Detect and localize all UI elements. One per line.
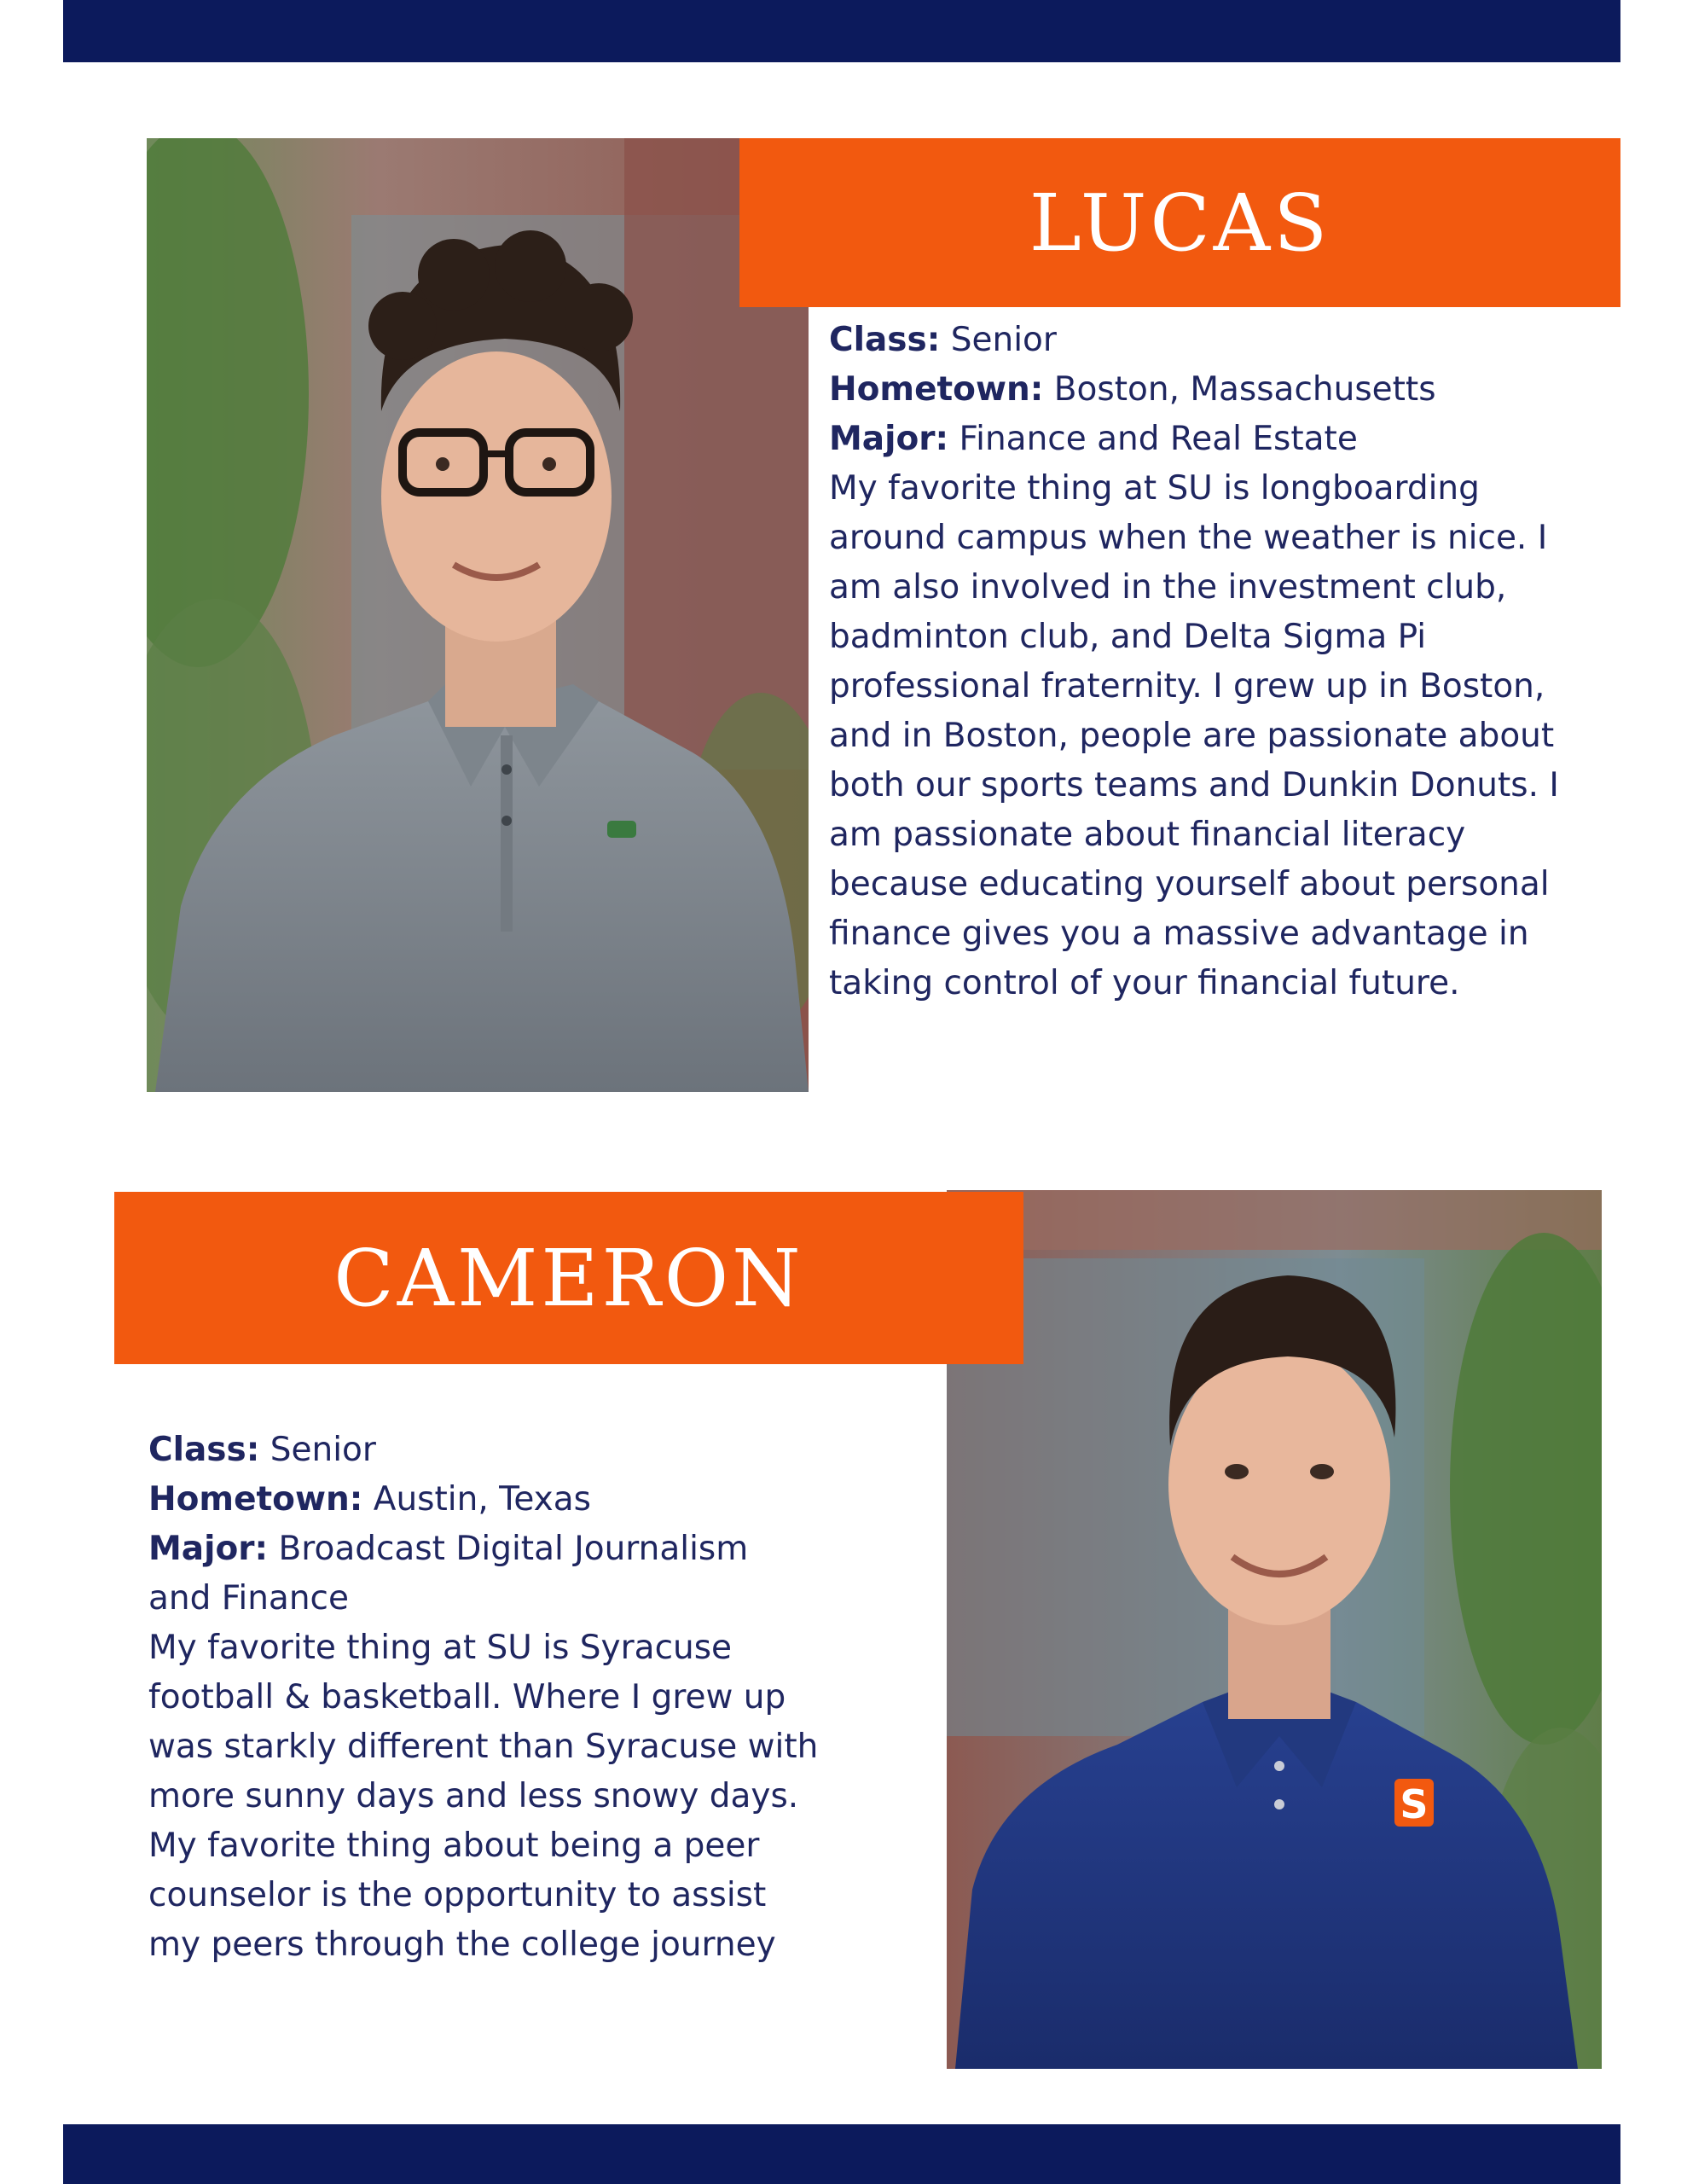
cameron-bio-line: my peers through the college journey bbox=[148, 1926, 776, 1964]
lucas-hometown-row bbox=[829, 365, 1614, 415]
cameron-class-row bbox=[148, 1426, 933, 1475]
lucas-bio-line: finance gives you a massive advantage in bbox=[829, 915, 1529, 953]
lucas-bio-line: am also involved in the investment club, bbox=[829, 568, 1507, 607]
lucas-bio-line: badminton club, and Delta Sigma Pi bbox=[829, 618, 1427, 656]
lucas-hometown-label: Hometown: bbox=[829, 370, 1044, 409]
cameron-class-label: Class: bbox=[148, 1431, 260, 1469]
cameron-bio-line: My favorite thing at SU is Syracuse bbox=[148, 1629, 733, 1667]
lucas-bio-line: taking control of your financial future. bbox=[829, 964, 1460, 1002]
lucas-bio-paragraph bbox=[829, 464, 1614, 1008]
syracuse-s-logo: S bbox=[1400, 1781, 1429, 1827]
cameron-bio bbox=[148, 1426, 933, 1970]
cameron-bio-line: was starkly different than Syracuse with bbox=[148, 1728, 819, 1766]
lucas-photo bbox=[147, 138, 809, 1092]
lucas-name-banner bbox=[739, 138, 1620, 307]
cameron-bio-line: football & basketball. Where I grew up bbox=[148, 1678, 786, 1716]
lucas-bio-line: and in Boston, people are passionate about bbox=[829, 717, 1555, 755]
lucas-class-row bbox=[829, 316, 1614, 365]
cameron-major-row bbox=[148, 1525, 933, 1574]
lucas-class-label: Class: bbox=[829, 321, 941, 359]
cameron-major-value: Broadcast Digital Journalism bbox=[278, 1530, 749, 1568]
lucas-class-value: Senior bbox=[950, 321, 1057, 359]
cameron-class-value: Senior bbox=[270, 1431, 376, 1469]
lucas-bio-line: professional fraternity. I grew up in Boston, bbox=[829, 667, 1545, 706]
cameron-hometown-value: Austin, Texas bbox=[373, 1480, 591, 1519]
cameron-bio-line: counselor is the opportunity to assist bbox=[148, 1876, 767, 1914]
lucas-major-label: Major: bbox=[829, 420, 949, 458]
cameron-bio-line: more sunny days and less snowy days. bbox=[148, 1777, 799, 1815]
lucas-bio-line: My favorite thing at SU is longboarding bbox=[829, 469, 1480, 508]
cameron-name-banner bbox=[114, 1192, 1023, 1364]
cameron-name: CAMERON bbox=[333, 1232, 804, 1324]
cameron-hometown-label: Hometown: bbox=[148, 1480, 363, 1519]
bottom-navy-band bbox=[63, 2124, 1620, 2184]
lucas-name: LUCAS bbox=[1029, 177, 1331, 269]
cameron-hometown-row bbox=[148, 1475, 933, 1525]
lucas-major-row bbox=[829, 415, 1614, 464]
lucas-bio-line: both our sports teams and Dunkin Donuts. I bbox=[829, 766, 1559, 804]
lucas-hometown-value: Boston, Massachusetts bbox=[1053, 370, 1436, 409]
cameron-bio-paragraph bbox=[148, 1623, 933, 1970]
lucas-bio-line: around campus when the weather is nice. I bbox=[829, 519, 1548, 557]
lucas-major-value: Finance and Real Estate bbox=[959, 420, 1358, 458]
lucas-bio-line: because educating yourself about personal bbox=[829, 865, 1550, 903]
top-navy-band bbox=[63, 0, 1620, 62]
cameron-bio-line: My favorite thing about being a peer bbox=[148, 1827, 760, 1865]
cameron-photo bbox=[947, 1190, 1602, 2069]
lucas-bio bbox=[829, 316, 1614, 1008]
cameron-major-value-continued: and Finance bbox=[148, 1579, 349, 1618]
lucas-bio-line: am passionate about financial literacy bbox=[829, 816, 1466, 854]
cameron-major-label: Major: bbox=[148, 1530, 269, 1568]
